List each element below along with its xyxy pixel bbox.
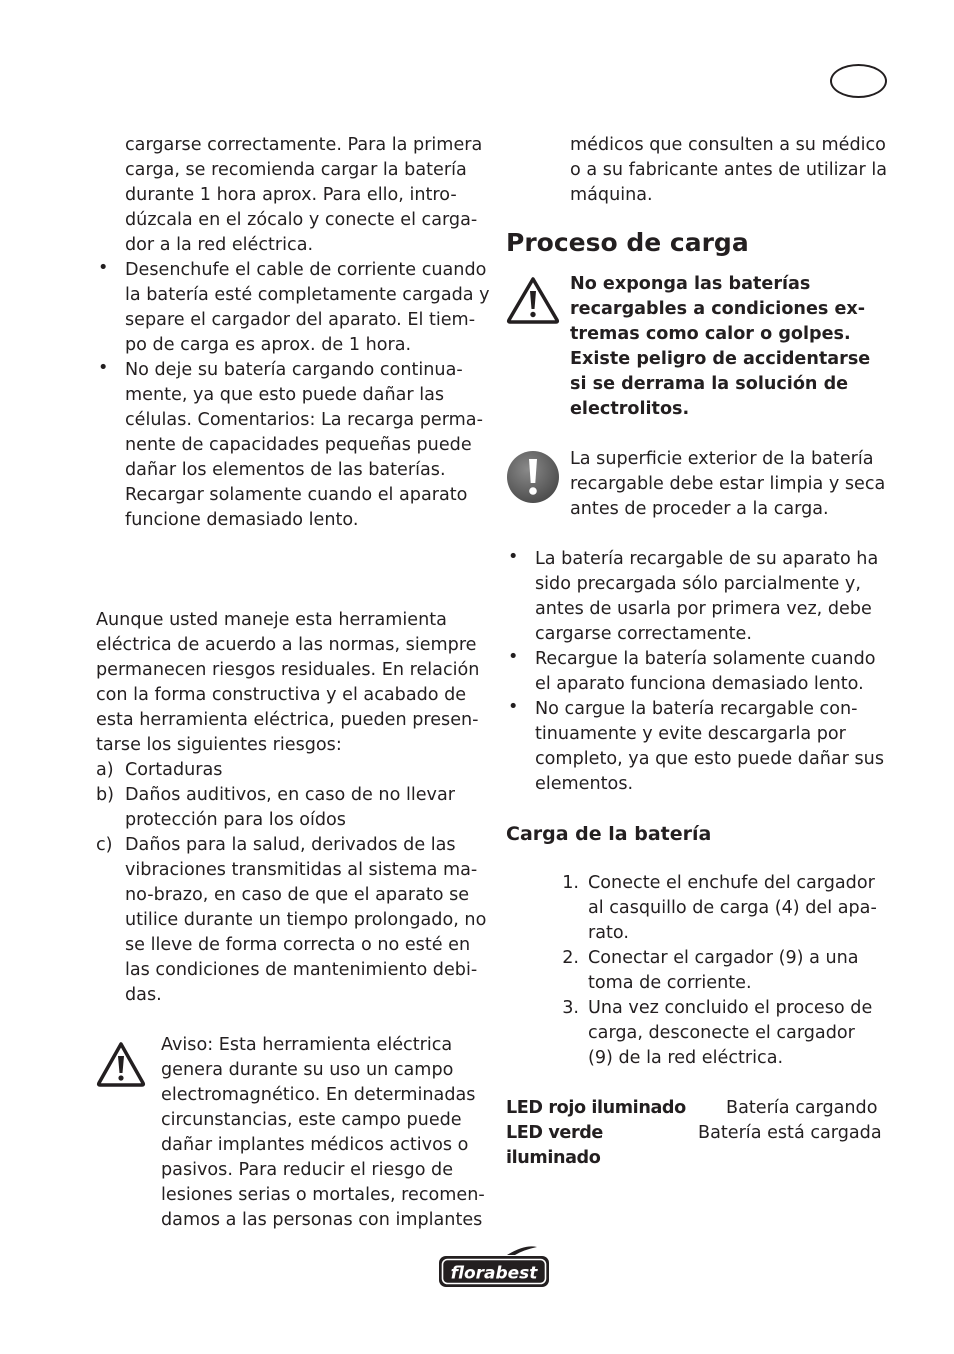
text-line: o a su fabricante antes de utilizar la <box>570 160 888 180</box>
text-line: No exponga las baterías <box>570 274 811 294</box>
text-line: elementos. <box>535 774 634 794</box>
text-line: eléctrica de acuerdo a las normas, siempre <box>96 635 477 655</box>
text-line: toma de corriente. <box>588 973 752 993</box>
text-line: • Desenchufe el cable de corriente cuando <box>125 260 487 280</box>
led-row <box>506 1096 891 1121</box>
text-line: • No deje su batería cargando continua- <box>125 360 463 380</box>
text-line: las condiciones de mantenimiento debi- <box>125 960 478 980</box>
text-line: Aunque usted maneje esta herramienta <box>96 610 447 630</box>
step-item <box>550 946 891 996</box>
text-line: das. <box>125 985 162 1005</box>
led-indicator: LED verde iluminado <box>506 1123 603 1168</box>
text-line: La superficie exterior de la batería <box>570 449 874 469</box>
exclamation-circle-icon <box>506 447 570 522</box>
text-line: rato. <box>588 923 629 943</box>
text-line: po de carga es aprox. de 1 hora. <box>125 335 412 355</box>
text-line: carga, se recomienda cargar la batería <box>125 160 467 180</box>
text-line: esta herramienta eléctrica, pueden presen- <box>96 710 479 730</box>
text-line: genera durante su uso un campo <box>161 1060 454 1080</box>
text-line: • La batería recargable de su aparato ha <box>535 549 879 569</box>
right-column <box>506 133 891 1171</box>
risk-label: b) <box>96 785 115 805</box>
risk-item <box>96 758 486 783</box>
step-item <box>550 871 891 946</box>
text-line: Daños para la salud, derivados de las <box>125 835 456 855</box>
text-line: máquina. <box>570 185 653 205</box>
risk-item <box>96 783 486 833</box>
text-line: Daños auditivos, en caso de no llevar <box>125 785 455 805</box>
text-line: pasivos. Para reducir el riesgo de <box>161 1160 454 1180</box>
logo-text: florabest <box>450 1263 538 1284</box>
text-line: separe el cargador del aparato. El tiem- <box>125 310 476 330</box>
led-status: Batería cargando <box>726 1098 878 1118</box>
language-badge <box>830 64 887 98</box>
text-line: antes de usarla por primera vez, debe <box>535 599 872 619</box>
text-line: funcione demasiado lento. <box>125 510 359 530</box>
step-number: 1. <box>562 873 579 893</box>
risk-label: c) <box>96 835 113 855</box>
text-line: médicos que consulten a su médico <box>570 135 886 155</box>
text-line: durante 1 hora aprox. Para ello, intro- <box>125 185 457 205</box>
text-line: tremas como calor o golpes. <box>570 324 851 344</box>
text-line: se lleve de forma correcta o no esté en <box>125 935 471 955</box>
text-line: lesiones serias o mortales, recomen- <box>161 1185 485 1205</box>
text-line: electromagnético. En determinadas <box>161 1085 476 1105</box>
florabest-logo <box>437 1244 551 1295</box>
charging-steps <box>506 871 891 1071</box>
section-heading: Proceso de carga <box>506 228 749 257</box>
text-line: células. Comentarios: La recarga perma- <box>125 410 483 430</box>
text-line: sido precargada sólo parcialmente y, <box>535 574 861 594</box>
text-line: no-brazo, en caso de que el aparato se <box>125 885 470 905</box>
continued-text <box>506 133 891 208</box>
text-line: nente de capacidades pequeñas puede <box>125 435 472 455</box>
text-line: el aparato funciona demasiado lento. <box>535 674 864 694</box>
text-line: con la forma constructiva y el acabado de <box>96 685 467 705</box>
text-line: al casquillo de carga (4) del apa- <box>588 898 877 918</box>
risk-item <box>96 833 486 1008</box>
text-line: recargable debe estar limpia y seca <box>570 474 886 494</box>
text-line: dor a la red eléctrica. <box>125 235 314 255</box>
text-line: recargables a condiciones ex- <box>570 299 866 319</box>
text-line: (9) de la red eléctrica. <box>588 1048 784 1068</box>
text-line: electrolitos. <box>570 399 690 419</box>
danger-warning <box>506 272 891 422</box>
text-line: Aviso: Esta herramienta eléctrica <box>161 1035 453 1055</box>
text-line: protección para los oídos <box>125 810 346 830</box>
text-line: mente, ya que esto puede dañar las <box>125 385 445 405</box>
text-line: • Recargue la batería solamente cuando <box>535 649 876 669</box>
text-line: utilice durante un tiempo prolongado, no <box>125 910 487 930</box>
risk-label: a) <box>96 760 114 780</box>
left-column <box>96 133 490 1233</box>
text-line: vibraciones transmitidas al sistema ma- <box>125 860 478 880</box>
bullet-item <box>506 647 891 697</box>
text-line: si se derrama la solución de <box>570 374 849 394</box>
warning-triangle-icon <box>96 1033 161 1233</box>
cleaning-note <box>506 447 891 522</box>
text-line: carga, desconecte el cargador <box>588 1023 855 1043</box>
text-line: circunstancias, este campo puede <box>161 1110 462 1130</box>
led-row <box>506 1121 891 1171</box>
text-line: dañar implantes médicos activos o <box>161 1135 469 1155</box>
text-line: dañar los elementos de las baterías. <box>125 460 446 480</box>
bullet-item <box>506 697 891 797</box>
text-line: Cortaduras <box>125 760 223 780</box>
text-line: Conecte el enchufe del cargador <box>588 873 875 893</box>
text-line: cargarse correctamente. <box>535 624 752 644</box>
text-line: permanecen riesgos residuales. En relación <box>96 660 480 680</box>
text-line: completo, ya que esto puede dañar sus <box>535 749 884 769</box>
text-line: tinuamente y evite descargarla por <box>535 724 846 744</box>
bullet-item <box>96 358 486 533</box>
text-line: antes de proceder a la carga. <box>570 499 829 519</box>
led-status: Batería está cargada <box>698 1123 882 1143</box>
continued-text <box>96 133 486 258</box>
text-line: • No cargue la batería recargable con- <box>535 699 858 719</box>
led-indicator: LED rojo iluminado <box>506 1098 686 1118</box>
bullet-item <box>96 258 490 358</box>
led-status-table <box>506 1096 891 1171</box>
warning-triangle-icon <box>506 272 570 422</box>
text-line: la batería esté completamente cargada y <box>125 285 490 305</box>
text-line: Conectar el cargador (9) a una <box>588 948 859 968</box>
residual-risks-paragraph <box>96 608 486 758</box>
em-field-warning <box>96 1033 486 1233</box>
subsection-heading: Carga de la batería <box>506 823 712 845</box>
text-line: damos a las personas con implantes <box>161 1210 483 1230</box>
text-line: Recargar solamente cuando el aparato <box>125 485 468 505</box>
step-number: 3. <box>562 998 579 1018</box>
text-line: Existe peligro de accidentarse <box>570 349 871 369</box>
text-line: cargarse correctamente. Para la primera <box>125 135 483 155</box>
text-line: dúzcala en el zócalo y conecte el carga- <box>125 210 478 230</box>
step-item <box>550 996 891 1071</box>
step-number: 2. <box>562 948 579 968</box>
text-line: Una vez concluido el proceso de <box>588 998 873 1018</box>
bullet-item <box>506 547 891 647</box>
text-line: tarse los siguientes riesgos: <box>96 735 342 755</box>
